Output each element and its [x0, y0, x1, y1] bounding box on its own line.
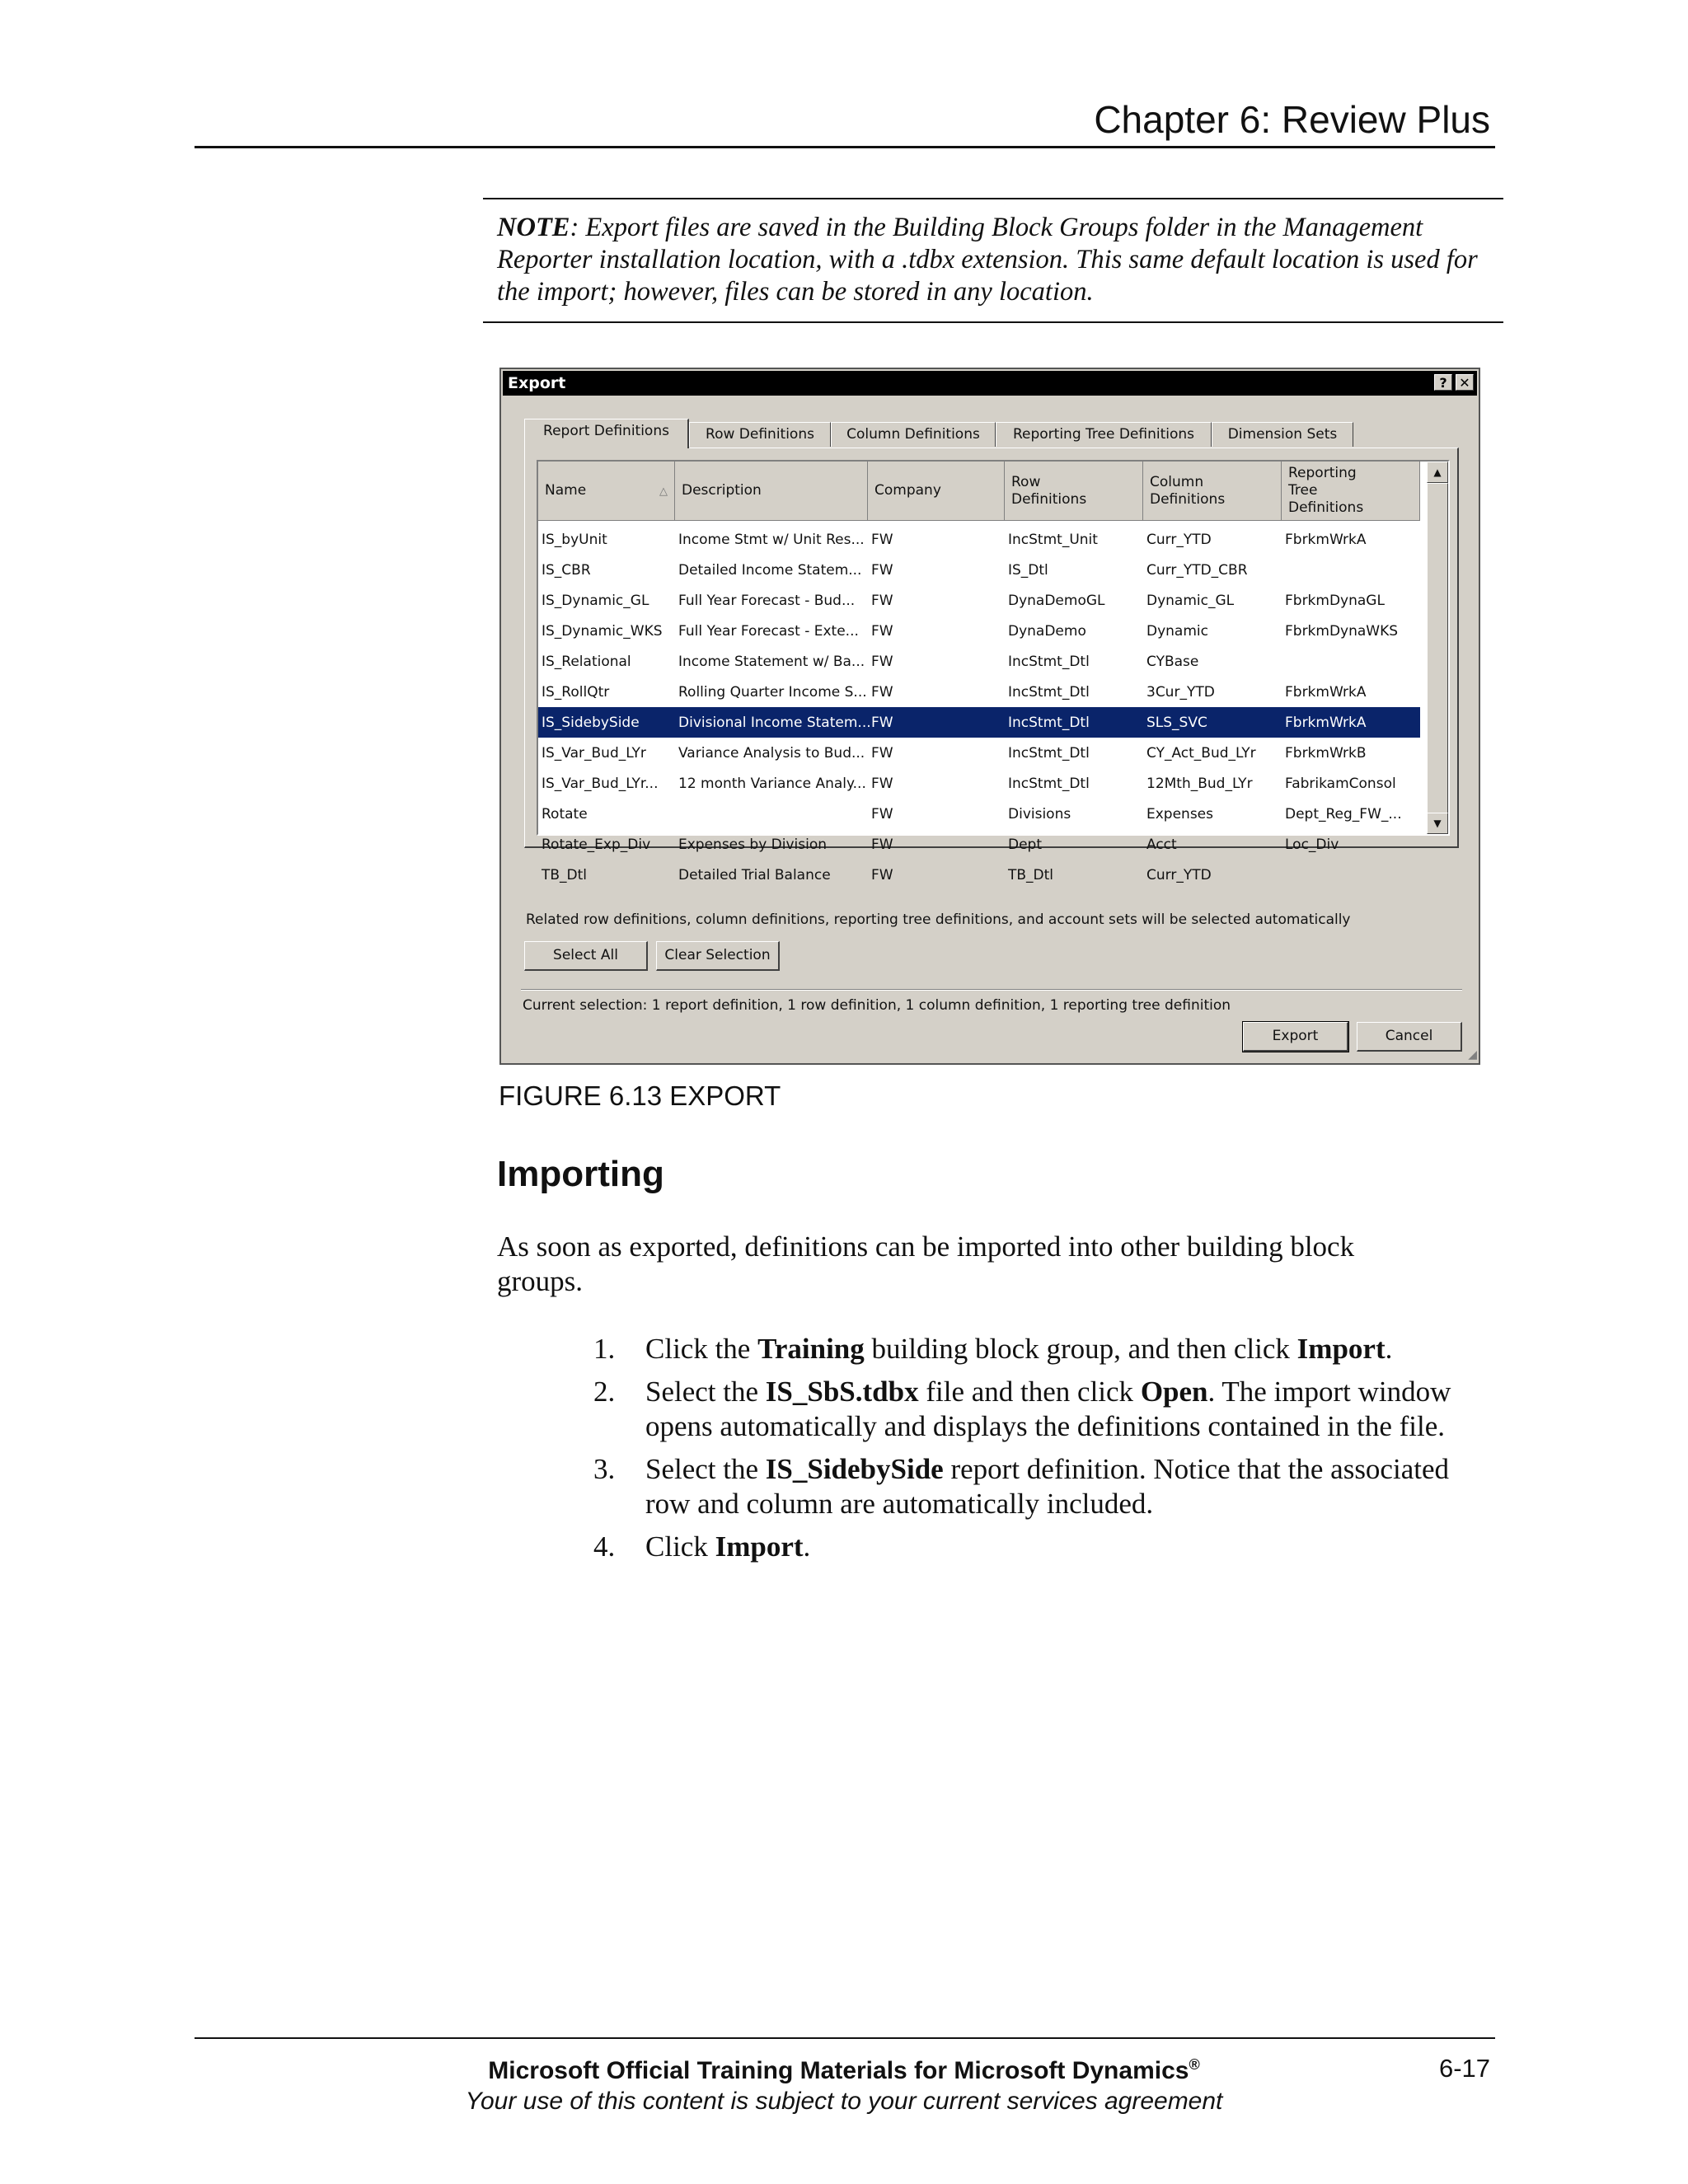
- step-emphasis: Import: [715, 1530, 804, 1563]
- table-cell: Loc_Div: [1285, 837, 1339, 853]
- step-number: 1.: [593, 1333, 616, 1365]
- table-cell: FW: [871, 623, 893, 640]
- table-row[interactable]: [538, 524, 1420, 555]
- table-row[interactable]: [538, 646, 1420, 677]
- table-cell: Divisions: [1008, 806, 1071, 823]
- tab-row-definitions[interactable]: Row Definitions: [689, 422, 831, 447]
- step-number: 3.: [593, 1453, 616, 1485]
- step-item: [593, 1530, 1475, 1564]
- table-cell: FbrkmWrkA: [1285, 684, 1367, 701]
- table-row[interactable]: [538, 616, 1420, 646]
- table-cell: FW: [871, 654, 893, 670]
- current-selection-text: Current selection: 1 report definition, 1 row definition, 1 column definition, 1 reporting tree definition: [523, 997, 1231, 1014]
- table-cell: Expenses: [1146, 806, 1213, 823]
- note: [497, 212, 1486, 308]
- section-paragraph: As soon as exported, definitions can be imported into other building block groups.: [497, 1230, 1355, 1297]
- column-header-label: Column Definitions: [1150, 473, 1226, 508]
- table-cell: IncStmt_Dtl: [1008, 684, 1090, 701]
- table-row[interactable]: [538, 738, 1420, 768]
- table-cell: FW: [871, 684, 893, 701]
- table-cell: IS_Dynamic_GL: [542, 593, 649, 609]
- step-text: building block group, and then click: [864, 1333, 1297, 1365]
- step-text: file and then click: [918, 1376, 1141, 1408]
- footer-main-text: Microsoft Official Training Materials for Microsoft Dynamics: [488, 2057, 1189, 2084]
- table-cell: FW: [871, 867, 893, 883]
- table-row[interactable]: [538, 799, 1420, 829]
- step-text: report definition. Notice that the associated row and column are automatically included.: [645, 1453, 1449, 1520]
- note-label: NOTE: [497, 213, 570, 242]
- table-row[interactable]: [538, 677, 1420, 707]
- step-emphasis: Training: [757, 1333, 865, 1365]
- dialog-title: Export: [508, 374, 566, 392]
- table-cell: 12Mth_Bud_LYr: [1146, 776, 1253, 792]
- registered-mark: ®: [1189, 2056, 1200, 2073]
- tab-reporting-tree-definitions[interactable]: Reporting Tree Definitions: [996, 422, 1212, 447]
- table-cell: Curr_YTD_CBR: [1146, 562, 1248, 579]
- table-cell: Curr_YTD: [1146, 867, 1212, 883]
- table-cell: IncStmt_Unit: [1008, 532, 1098, 548]
- help-icon[interactable]: ?: [1434, 374, 1452, 391]
- table-cell: IS_byUnit: [542, 532, 607, 548]
- step-item: [593, 1332, 1475, 1366]
- step-emphasis: Import: [1296, 1333, 1386, 1365]
- vertical-scrollbar[interactable]: [1427, 462, 1448, 834]
- step-emphasis: IS_SbS.tdbx: [765, 1376, 919, 1408]
- table-cell: FbrkmWrkB: [1285, 745, 1367, 762]
- resize-grip-icon[interactable]: ◢: [1468, 1048, 1477, 1062]
- table-cell: Dynamic_GL: [1146, 593, 1235, 609]
- table-cell: Rotate_Exp_Div: [542, 837, 651, 853]
- table-cell: Expenses by Division: [678, 837, 828, 853]
- table-cell: DynaDemoGL: [1008, 593, 1105, 609]
- table-cell: IncStmt_Dtl: [1008, 654, 1090, 670]
- table-row[interactable]: [538, 585, 1420, 616]
- table-cell: Dynamic: [1146, 623, 1208, 640]
- table-cell: Rotate: [542, 806, 588, 823]
- table-cell: Dept_Reg_FW_...: [1285, 806, 1402, 823]
- table-cell: FbrkmDynaGL: [1285, 593, 1385, 609]
- header-rule: [195, 146, 1495, 148]
- table-cell: FW: [871, 532, 893, 548]
- table-cell: CYBase: [1146, 654, 1199, 670]
- table-cell: Rolling Quarter Income S...: [678, 684, 867, 701]
- table-cell: FW: [871, 806, 893, 823]
- table-cell: Income Statement w/ Ba...: [678, 654, 865, 670]
- table-cell: TB_Dtl: [1008, 867, 1054, 883]
- table-cell: IS_RollQtr: [542, 684, 610, 701]
- step-text: . The import window opens automatically and displays the definitions contained in the file.: [645, 1376, 1451, 1442]
- table-cell: Dept: [1008, 837, 1043, 853]
- export-button[interactable]: Export: [1243, 1022, 1348, 1052]
- table-row[interactable]: [538, 829, 1420, 860]
- steps-list: [593, 1332, 1475, 1572]
- chapter-title: Chapter 6: Review Plus: [1094, 98, 1490, 141]
- table-cell: IS_Var_Bud_LYr: [542, 745, 646, 762]
- footer-main: [0, 2056, 1688, 2085]
- table-cell: IS_Var_Bud_LYr...: [542, 776, 659, 792]
- table-cell: DynaDemo: [1008, 623, 1086, 640]
- column-header-company[interactable]: Company: [868, 462, 1005, 521]
- table-cell: IncStmt_Dtl: [1008, 745, 1090, 762]
- tab-column-definitions[interactable]: Column Definitions: [831, 422, 996, 447]
- table-row[interactable]: [538, 707, 1420, 738]
- separator: [521, 989, 1462, 991]
- step-emphasis: Open: [1140, 1376, 1208, 1408]
- table-row[interactable]: [538, 768, 1420, 799]
- table-cell: Full Year Forecast - Exte...: [678, 623, 859, 640]
- definitions-grid: [537, 460, 1450, 883]
- table-cell: FW: [871, 715, 893, 731]
- column-header-row-definitions[interactable]: [1005, 462, 1143, 521]
- step-text: Select the: [645, 1376, 766, 1408]
- table-cell: Divisional Income Statem...: [678, 715, 871, 731]
- tab-panel: [524, 448, 1459, 883]
- table-cell: FW: [871, 593, 893, 609]
- table-cell: Acct: [1146, 837, 1177, 853]
- dialog-titlebar: [503, 371, 1477, 396]
- column-header-label: Reporting Tree Definitions: [1288, 465, 1364, 516]
- cancel-button[interactable]: Cancel: [1357, 1022, 1462, 1052]
- table-row[interactable]: [538, 860, 1420, 890]
- note-rule-top: [483, 198, 1503, 199]
- scroll-thumb[interactable]: [1427, 483, 1448, 829]
- table-cell: Detailed Trial Balance: [678, 867, 831, 883]
- table-cell: 12 month Variance Analy...: [678, 776, 866, 792]
- scroll-up-icon[interactable]: ▲: [1427, 462, 1448, 483]
- table-cell: IncStmt_Dtl: [1008, 715, 1090, 731]
- table-cell: FW: [871, 745, 893, 762]
- table-cell: FabrikamConsol: [1285, 776, 1396, 792]
- figure-caption: FIGURE 6.13 EXPORT: [499, 1080, 781, 1111]
- tab-dimension-sets[interactable]: Dimension Sets: [1212, 422, 1353, 447]
- step-number: 2.: [593, 1376, 616, 1408]
- footer-rule: [195, 2037, 1495, 2039]
- table-cell: Full Year Forecast - Bud...: [678, 593, 856, 609]
- table-cell: FbrkmWrkA: [1285, 532, 1367, 548]
- table-cell: Variance Analysis to Bud...: [678, 745, 865, 762]
- table-cell: IS_Dynamic_WKS: [542, 623, 663, 640]
- section-heading: Importing: [497, 1154, 664, 1194]
- step-text: Select the: [645, 1453, 766, 1485]
- footer-sub: Your use of this content is subject to your current services agreement: [465, 2088, 1223, 2115]
- tab-report-definitions[interactable]: Report Definitions: [524, 419, 689, 448]
- table-cell: FW: [871, 837, 893, 853]
- column-header-name[interactable]: [538, 462, 675, 521]
- table-cell: IS_Relational: [542, 654, 631, 670]
- table-cell: FW: [871, 562, 893, 579]
- step-number: 4.: [593, 1530, 616, 1563]
- scroll-down-icon[interactable]: ▼: [1427, 813, 1448, 834]
- table-cell: CY_Act_Bud_LYr: [1146, 745, 1256, 762]
- step-emphasis: IS_SidebySide: [765, 1453, 944, 1485]
- info-text: Related row definitions, column definitions, reporting tree definitions, and account sets will be selected automatically: [526, 912, 1351, 928]
- column-header-label: Name: [545, 482, 587, 499]
- table-cell: IncStmt_Dtl: [1008, 776, 1090, 792]
- note-text: : Export files are saved in the Building Block Groups folder in the Management Reporter installation location, with a .tdbx extension. This same default location is used for the import; however, files can be stored in any location.: [497, 213, 1478, 307]
- page-number: 6-17: [1438, 2054, 1490, 2083]
- table-cell: Detailed Income Statem...: [678, 562, 862, 579]
- table-cell: TB_Dtl: [542, 867, 588, 883]
- table-cell: FbrkmDynaWKS: [1285, 623, 1399, 640]
- table-cell: FW: [871, 776, 893, 792]
- table-cell: SLS_SVC: [1146, 715, 1207, 731]
- clear-selection-button[interactable]: Clear Selection: [656, 941, 780, 971]
- table-cell: IS_Dtl: [1008, 562, 1048, 579]
- column-header-reporting-tree-definitions[interactable]: [1282, 462, 1420, 521]
- step-item: [593, 1375, 1475, 1444]
- table-cell: Curr_YTD: [1146, 532, 1212, 548]
- step-text: .: [803, 1530, 811, 1563]
- table-cell: IS_CBR: [542, 562, 591, 579]
- step-text: Click the: [645, 1333, 758, 1365]
- step-text: Click: [645, 1530, 715, 1563]
- select-all-button[interactable]: Select All: [524, 941, 648, 971]
- column-header-column-definitions[interactable]: [1143, 462, 1282, 521]
- table-row[interactable]: [538, 555, 1420, 585]
- column-header-label: Row Definitions: [1011, 473, 1087, 508]
- table-cell: IS_SidebySide: [542, 715, 640, 731]
- step-text: .: [1385, 1333, 1393, 1365]
- export-dialog: [499, 368, 1480, 1065]
- sort-ascending-icon: △: [659, 485, 668, 498]
- table-cell: FbrkmWrkA: [1285, 715, 1367, 731]
- step-item: [593, 1452, 1475, 1521]
- close-icon[interactable]: ✕: [1456, 374, 1474, 391]
- column-header-description[interactable]: Description: [675, 462, 868, 521]
- note-rule-bottom: [483, 321, 1503, 323]
- table-cell: 3Cur_YTD: [1146, 684, 1215, 701]
- table-cell: Income Stmt w/ Unit Res...: [678, 532, 865, 548]
